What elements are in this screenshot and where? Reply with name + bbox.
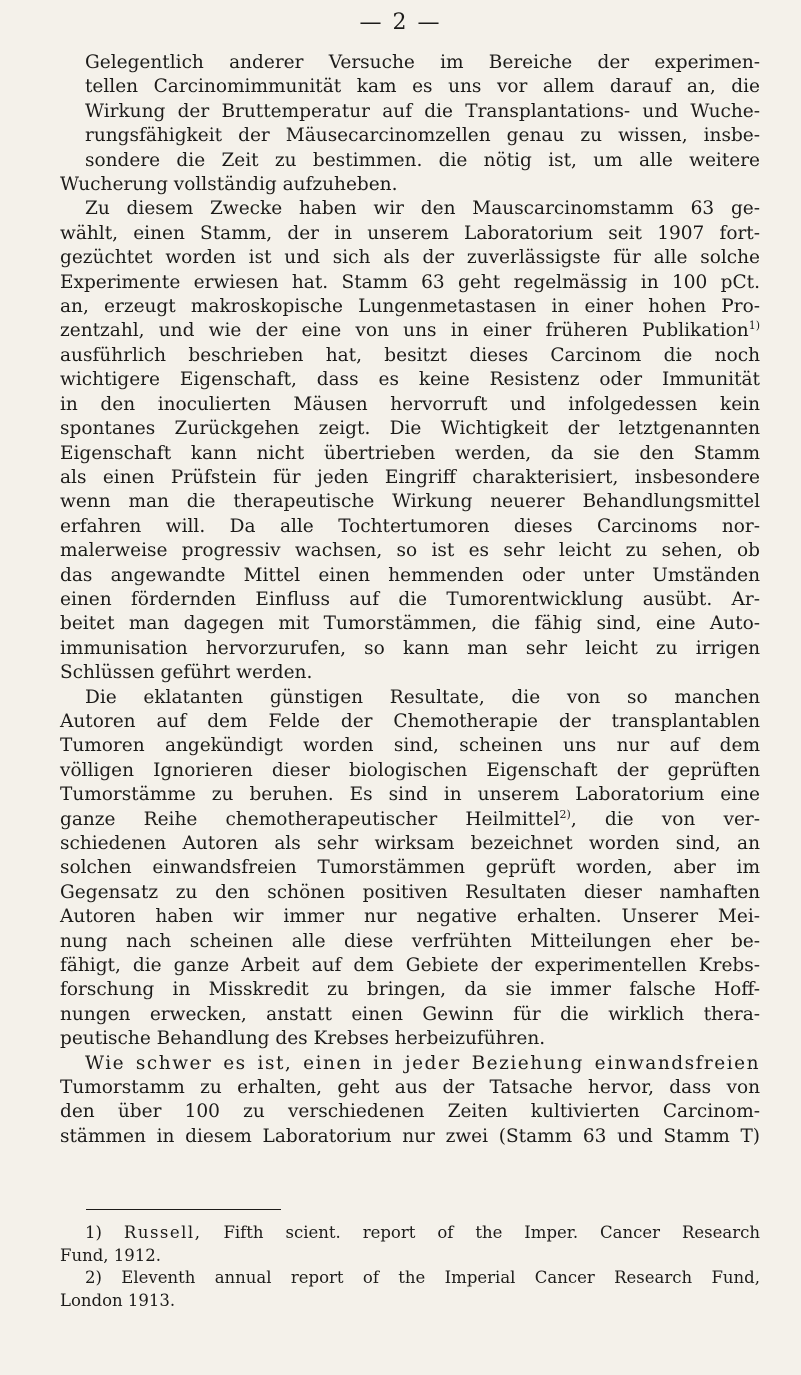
- text-line: Autoren haben wir immer nur negative erhalten. Unserer Mei-: [60, 906, 760, 928]
- text-line: Gegensatz zu den schönen positiven Resultaten dieser namhaften: [60, 881, 760, 903]
- text-line: das angewandte Mittel einen hemmenden oder unter Umständen: [60, 564, 760, 586]
- body-text: [60, 51, 760, 1149]
- footnote-line: [60, 1267, 760, 1290]
- text-line: fähigt, die ganze Arbeit auf dem Gebiete der experimentellen Krebs-: [60, 955, 760, 977]
- text-line-tail: , die von ver-: [570, 808, 760, 830]
- text-line: Autoren auf dem Felde der Chemotherapie der transplantablen: [60, 710, 760, 732]
- text-line: an, erzeugt makroskopische Lungenmetastasen in einer hohen Pro-: [60, 296, 760, 318]
- footnote-text: Fund, 1912.: [60, 1245, 161, 1265]
- text-line: in den inoculierten Mäusen hervorruft und infolgedessen kein: [60, 393, 760, 415]
- paragraph-3: [60, 686, 760, 1052]
- footnote-text: Eleventh annual report of the Imperial Cancer Research Fund,: [121, 1268, 760, 1287]
- footnote-marker: 1): [85, 1223, 102, 1242]
- text-line: Tumoren angekündigt worden sind, scheinen uns nur auf dem: [60, 735, 760, 757]
- text-line: peutische Behandlung des Krebses herbeizuführen.: [60, 1028, 546, 1050]
- text-line: Experimente erwiesen hat. Stamm 63 geht regelmässig in 100 pCt.: [60, 271, 760, 293]
- text-line: zentzahl, und wie der eine von uns in einer früheren Publikation: [60, 320, 749, 342]
- text-line: forschung in Misskredit zu bringen, da sie immer falsche Hoff-: [60, 979, 760, 1001]
- text-line: sondere die Zeit zu bestimmen. die nötig ist, um alle weitere: [85, 149, 760, 171]
- text-line: schiedenen Autoren als sehr wirksam bezeichnet worden sind, an: [60, 833, 760, 854]
- text-line: rungsfähigkeit der Mäusecarcinomzellen genau zu wissen, insbe-: [85, 125, 760, 147]
- text-line: Tumorstämme zu beruhen. Es sind in unserem Laboratorium eine: [60, 784, 760, 806]
- footnote-1: [60, 1222, 760, 1267]
- text-line: tellen Carcinomimmunität kam es uns vor allem darauf an, die: [85, 76, 760, 98]
- footnote-divider: [86, 1209, 281, 1210]
- paragraph-4: [60, 1052, 760, 1150]
- text-line: spontanes Zurückgehen zeigt. Die Wichtigkeit der letztgenannten: [60, 418, 760, 440]
- text-line: Wirkung der Bruttemperatur auf die Transplantations- und Wuche-: [85, 100, 760, 122]
- text-line: immunisation hervorzurufen, so kann man sehr leicht zu irrigen: [60, 637, 760, 659]
- text-line: Die eklatanten günstigen Resultate, die von so manchen: [85, 686, 760, 708]
- footnote-ref[interactable]: 2): [559, 807, 571, 821]
- paragraph-2: [60, 197, 760, 685]
- page-number-header: — 2 —: [359, 10, 442, 35]
- text-line: nungen erwecken, anstatt einen Gewinn für die wirklich thera-: [60, 1003, 760, 1025]
- text-line: wichtigere Eigenschaft, dass es keine Resistenz oder Immunität: [60, 369, 760, 391]
- text-line: Eigenschaft kann nicht übertrieben werden, da sie den Stamm: [60, 442, 760, 464]
- text-line: wenn man die therapeutische Wirkung neuerer Behandlungsmittel: [60, 491, 760, 513]
- footnote-line: [60, 1222, 760, 1245]
- footnote-text: Fifth scient. report of the Imper. Cancer Research: [223, 1223, 761, 1242]
- text-line: malerweise progressiv wachsen, so ist es sehr leicht zu sehen, ob: [60, 540, 760, 562]
- text-line: Tumorstamm zu erhalten, geht aus der Tatsache hervor, dass von: [60, 1077, 760, 1099]
- text-line: einen fördernden Einfluss auf die Tumorentwicklung ausübt. Ar-: [60, 588, 760, 610]
- footnote-author: Russell,: [123, 1223, 202, 1242]
- text-line: gezüchtet worden ist und sich als der zuverlässigste für alle solche: [60, 247, 760, 269]
- text-line-with-footnote: [60, 808, 760, 832]
- text-line: ganze Reihe chemotherapeutischer Heilmittel: [60, 808, 560, 830]
- text-line: beitet man dagegen mit Tumorstämmen, die fähig sind, eine Auto-: [60, 613, 760, 635]
- footnote-ref[interactable]: 1): [748, 319, 760, 333]
- text-line-with-footnote: [60, 319, 760, 343]
- footnotes: [60, 1222, 760, 1312]
- footnote-text: London 1913.: [60, 1290, 176, 1310]
- text-line: Schlüssen geführt werden.: [60, 662, 313, 684]
- text-line: stämmen in diesem Laboratorium nur zwei (Stamm 63 und Stamm T): [60, 1125, 760, 1147]
- text-line: erfahren will. Da alle Tochtertumoren dieses Carcinoms nor-: [60, 515, 760, 537]
- text-line: Wucherung vollständig aufzuheben.: [60, 174, 398, 196]
- text-line: wählt, einen Stamm, der in unserem Laboratorium seit 1907 fort-: [60, 222, 760, 244]
- text-line: Gelegentlich anderer Versuche im Bereiche der experimen-: [85, 52, 760, 73]
- text-line: Wie schwer es ist, einen in jeder Beziehung einwandsfreien: [85, 1052, 760, 1074]
- footnote-marker: 2): [85, 1268, 102, 1287]
- text-line: solchen einwandsfreien Tumorstämmen geprüft worden, aber im: [60, 857, 760, 879]
- text-line: den über 100 zu verschiedenen Zeiten kultivierten Carcinom-: [60, 1101, 760, 1123]
- text-line: als einen Prüfstein für jeden Eingriff charakterisiert, insbesondere: [60, 466, 760, 488]
- paragraph-1: [60, 51, 760, 197]
- text-line: nung nach scheinen alle diese verfrühten Mitteilungen eher be-: [60, 930, 760, 952]
- text-line: völligen Ignorieren dieser biologischen Eigenschaft der geprüften: [60, 759, 760, 781]
- text-line: Zu diesem Zwecke haben wir den Mauscarcinomstamm 63 ge-: [85, 198, 760, 220]
- text-line: ausführlich beschrieben hat, besitzt dieses Carcinom die noch: [60, 344, 760, 366]
- footnote-2: [60, 1267, 760, 1312]
